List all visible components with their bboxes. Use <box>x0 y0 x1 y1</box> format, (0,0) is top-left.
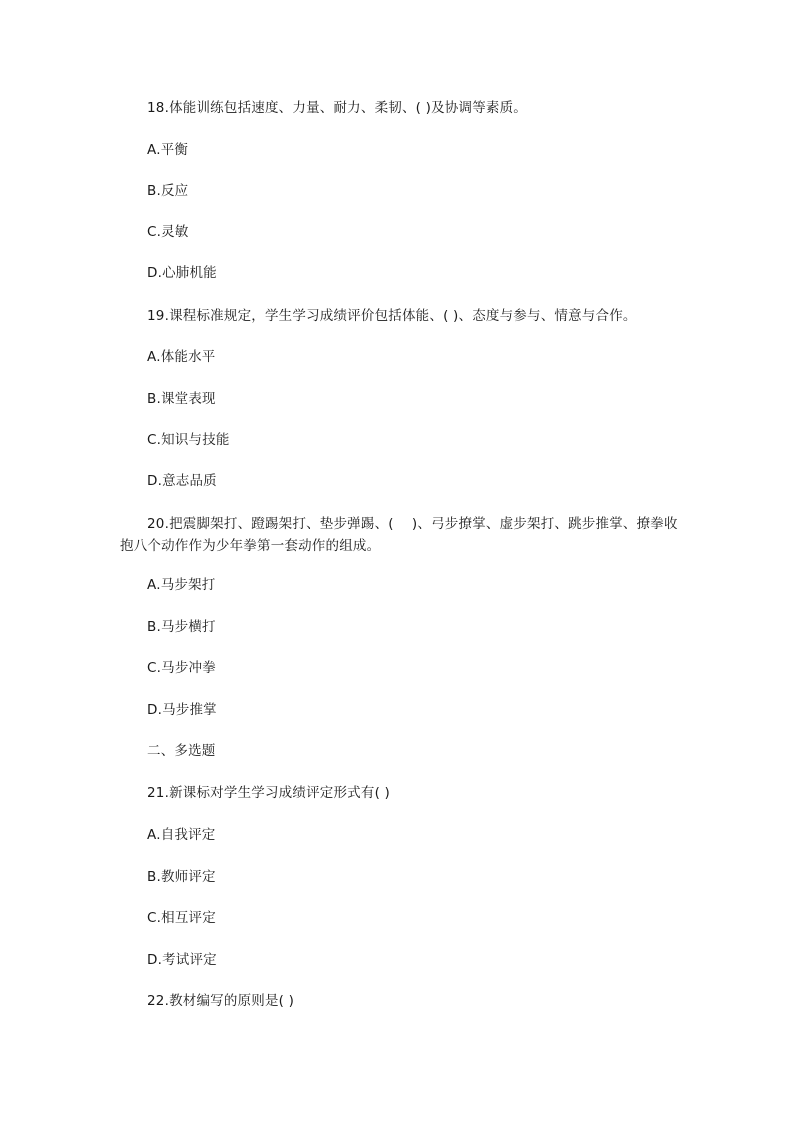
question-18-option-b: B.反应 <box>147 183 189 199</box>
question-21-option-b: B.教师评定 <box>147 869 216 885</box>
question-22-stem: 22.教材编写的原则是( ) <box>147 993 295 1009</box>
question-21-stem: 21.新课标对学生学习成绩评定形式有( ) <box>147 785 390 801</box>
question-19-stem: 19.课程标准规定，学生学习成绩评价包括体能、( )、态度与参与、情意与合作。 <box>147 308 637 324</box>
question-20-stem: 20.把震脚架打、蹬踢架打、垫步弹踢、( )、弓步撩掌、虚步架打、跳步推掌、撩拳收抱八个动作作为少年拳第一套动作的组成。 <box>120 516 678 554</box>
question-19-option-d: D.意志品质 <box>147 473 217 489</box>
question-20-option-d: D.马步推掌 <box>147 702 217 718</box>
question-18-stem: 18.体能训练包括速度、力量、耐力、柔韧、( )及协调等素质。 <box>147 100 527 116</box>
question-18-option-d: D.心肺机能 <box>147 265 217 281</box>
question-18-option-c: C.灵敏 <box>147 224 189 240</box>
question-21-option-a: A.自我评定 <box>147 827 216 843</box>
question-20-option-a: A.马步架打 <box>147 577 216 593</box>
section-heading: 二、多选题 <box>147 743 216 759</box>
question-20-option-c: C.马步冲拳 <box>147 660 216 676</box>
question-18-option-a: A.平衡 <box>147 142 189 158</box>
question-19-option-c: C.知识与技能 <box>147 432 230 448</box>
question-21-option-c: C.相互评定 <box>147 910 216 926</box>
question-19-option-b: B.课堂表现 <box>147 391 216 407</box>
question-19-option-a: A.体能水平 <box>147 349 216 365</box>
question-21-option-d: D.考试评定 <box>147 952 217 968</box>
question-20-option-b: B.马步横打 <box>147 619 216 635</box>
